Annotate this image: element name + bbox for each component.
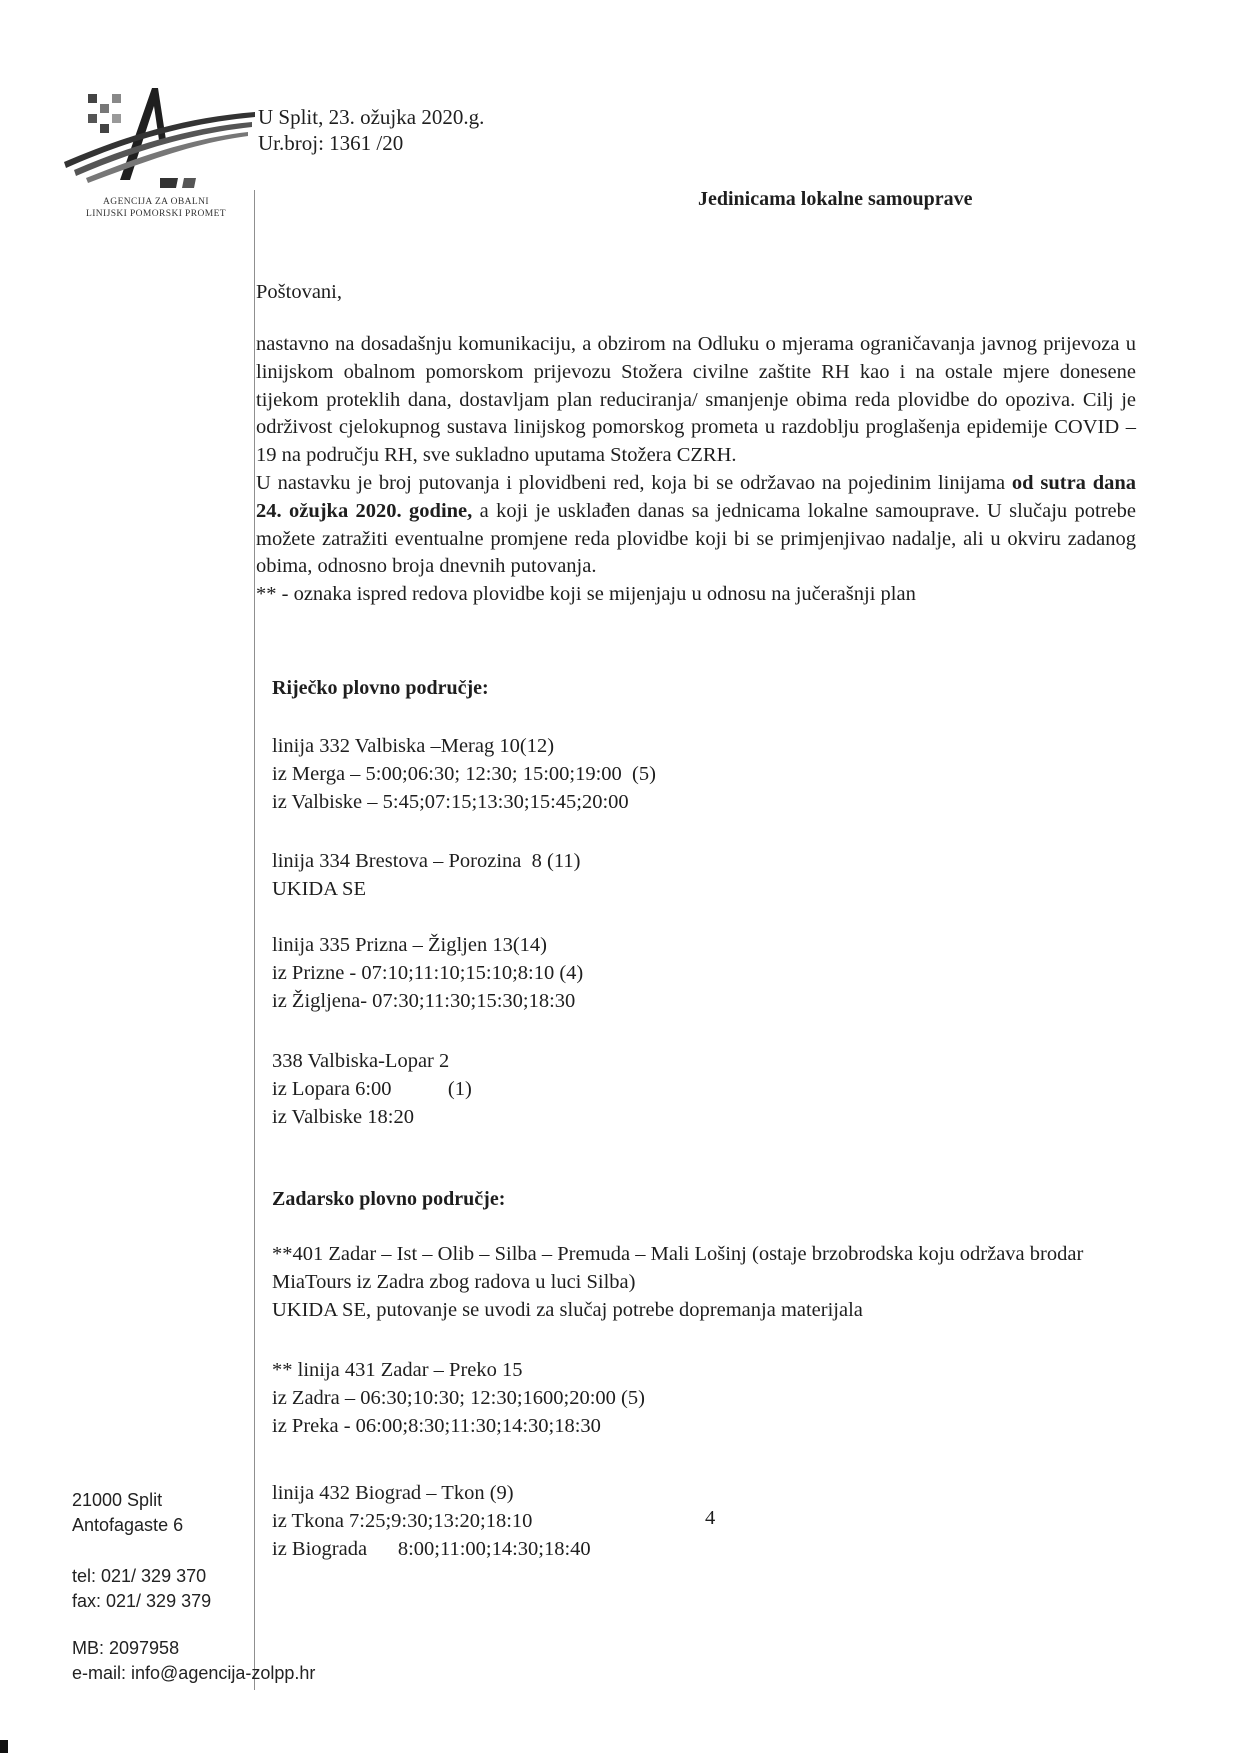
line-335 [272, 931, 583, 1015]
line-332-from-valbiska: iz Valbiske – 5:45;07:15;13:30;15:45;20:00 [272, 791, 629, 813]
reference-number: Ur.broj: 1361 /20 [258, 131, 404, 155]
line-431-from-zadar: iz Zadra – 06:30;10:30; 12:30;1600;20:00 (5) [272, 1387, 645, 1409]
recipient: Jedinicama lokalne samouprave [698, 188, 973, 210]
street-address: Antofagaste 6 [72, 1515, 184, 1535]
line-431-name: ** linija 431 Zadar – Preko 15 [272, 1359, 523, 1381]
margin-divider [254, 190, 255, 1690]
line-332-from-merag: iz Merga – 5:00;06:30; 12:30; 15:00;19:00 (5) [272, 763, 656, 785]
line-432 [272, 1479, 591, 1563]
line-431-from-preko: iz Preka - 06:00;8:30;11:30;14:30;18:30 [272, 1415, 601, 1437]
intro-paragraph-1: nastavno na dosadašnju komunikaciju, a obzirom na Odluku o mjerama ograničavanja javnog prijevoza u linijskom obalnom pomorskom prijevozu Stožera civilne zaštite RH kao i na ostale mjere donesene tijekom proteklih dana, dostavljam plan reduciranja/ smanjenje obima reda plovidbe do opoziva. Cilj je održivost cjelokupnog sustava linijskog pomorskog prometa u razdoblju proglašenja epidemije COVID – 19 na području RH, sve sukladno uputama Stožera CZRH. [256, 333, 1136, 467]
line-432-from-biograd: iz Biograda 8:00;11:00;14:30;18:40 [272, 1538, 591, 1560]
email-address: e-mail: info@agencija-zolpp.hr [72, 1663, 316, 1683]
registration-number: MB: 2097958 [72, 1638, 180, 1658]
line-335-from-zigljen: iz Žigljena- 07:30;11:30;15:30;18:30 [272, 990, 576, 1012]
section-title-zadar: Zadarsko plovno područje: [272, 1188, 506, 1210]
intro-text [256, 331, 1136, 609]
line-432-name: linija 432 Biograd – Tkon (9) [272, 1482, 514, 1504]
greeting: Poštovani, [256, 281, 342, 303]
line-401-name: **401 Zadar – Ist – Olib – Silba – Premuda – Mali Lošinj (ostaje brzobrodska koju održava brodar MiaTours iz Zadra zbog radova u luci Silba) [272, 1243, 1084, 1293]
scan-mark [0, 1740, 8, 1753]
intro-p2-date: od sutra dana 24. ožujka 2020. godine, [256, 471, 1137, 522]
line-432-from-tkon: iz Tkona 7:25;9:30;13:20;18:10 [272, 1510, 533, 1532]
line-432-count: 4 [705, 1507, 716, 1529]
line-332-name: linija 332 Valbiska –Merag 10(12) [272, 735, 555, 757]
line-401 [272, 1240, 1132, 1324]
line-334 [272, 847, 580, 903]
agency-name-line2: LINIJSKI POMORSKI PROMET [86, 209, 226, 219]
contact-block [72, 1488, 315, 1686]
legend-note: ** - oznaka ispred redova plovidbe koji se mijenjaju u odnosu na jučerašnji plan [256, 583, 916, 606]
agency-logo [60, 88, 255, 188]
section-title-rijeka: Riječko plovno područje: [272, 677, 489, 699]
intro-p2-end: a koji je usklađen danas sa jednicama lokalne samouprave. U slučaju potrebe možete zatražiti eventualne promjene reda plovidbe koji bi se primjenjivao nadalje, ali u okviru zadanog obima, odnosno broja dnevnih putovanja. [256, 499, 1136, 578]
line-334-name: linija 334 Brestova – Porozina 8 (11) [272, 850, 581, 872]
telephone: tel: 021/ 329 370 [72, 1566, 207, 1586]
line-338-from-lopar: iz Lopara 6:00 (1) [272, 1078, 472, 1100]
line-338 [272, 1047, 472, 1131]
letter-header [258, 104, 484, 156]
line-334-status: UKIDA SE [272, 878, 366, 900]
intro-p2-start: U nastavku je broj putovanja i plovidbeni red, koja bi se održavao na pojedinim linijama [256, 471, 1012, 494]
line-338-name: 338 Valbiska-Lopar 2 [272, 1050, 450, 1072]
line-338-from-valbiska: iz Valbiske 18:20 [272, 1106, 414, 1128]
postcode-city: 21000 Split [72, 1490, 163, 1510]
line-335-name: linija 335 Prizna – Žigljen 13(14) [272, 934, 547, 956]
intro-paragraph-2 [256, 470, 1136, 581]
line-335-from-prizna: iz Prizne - 07:10;11:10;15:10;8:10 (4) [272, 962, 584, 984]
line-332 [272, 732, 656, 816]
agency-name-line1: AGENCIJA ZA OBALNI [103, 197, 209, 207]
line-431 [272, 1356, 645, 1440]
fax: fax: 021/ 329 379 [72, 1591, 212, 1611]
line-401-status: UKIDA SE, putovanje se uvodi za slučaj potrebe dopremanja materijala [272, 1299, 863, 1321]
place-date: U Split, 23. ožujka 2020.g. [258, 105, 485, 129]
agency-name [58, 196, 254, 220]
